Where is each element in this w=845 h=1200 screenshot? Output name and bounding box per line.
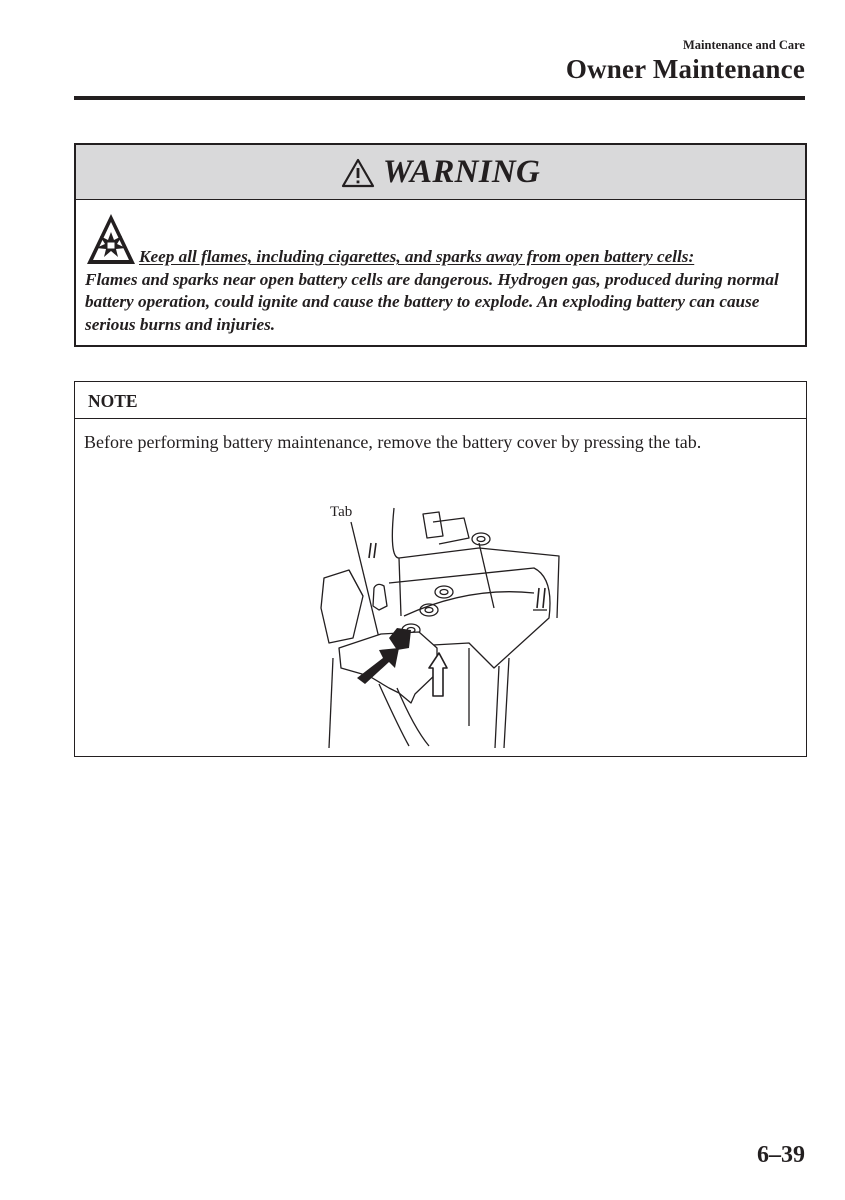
warning-triangle-icon — [341, 158, 375, 188]
warning-header — [76, 145, 805, 200]
figure-label-tab: Tab — [330, 504, 353, 520]
battery-figure — [319, 498, 577, 748]
section-label: Maintenance and Care — [683, 38, 805, 52]
warning-lead: Keep all flames, including cigarettes, and sparks away from open battery cells: — [139, 247, 695, 266]
battery-illustration — [319, 498, 577, 748]
note-title: NOTE — [75, 382, 806, 419]
page-title: Owner Maintenance — [565, 54, 805, 84]
warning-body — [76, 200, 805, 336]
note-box — [74, 381, 807, 757]
warning-title: WARNING — [382, 153, 541, 190]
warning-body-text: Flames and sparks near open battery cells are dangerous. Hydrogen gas, produced during normal battery operation, could ignite and cause the battery to explode. An exploding battery can cause serious burns and injuries. — [85, 269, 779, 334]
warning-box — [74, 143, 807, 347]
note-text: Before performing battery maintenance, remove the battery cover by pressing the tab. — [84, 432, 702, 452]
page-number: 6–39 — [757, 1142, 805, 1168]
explosion-icon — [85, 212, 137, 268]
header-rule — [74, 96, 805, 100]
